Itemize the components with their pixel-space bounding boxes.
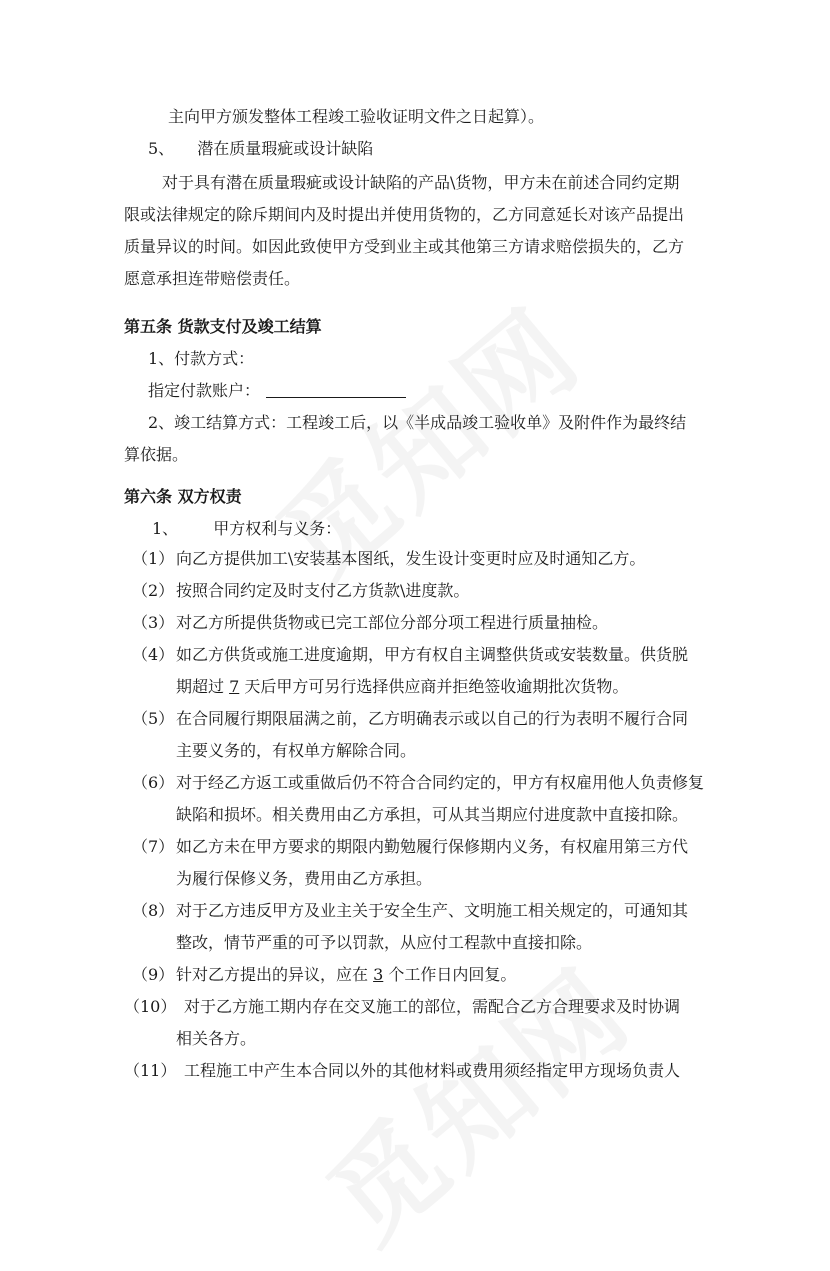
list-item-text: 如乙方未在甲方要求的期限内勤勉履行保修期内义务，有权雇用第三方代 xyxy=(176,837,689,856)
days-value: 7 xyxy=(229,677,240,696)
list-item-number: （2） xyxy=(132,581,175,600)
paragraph-line: 2、竣工结算方式：工程竣工后，以《半成品竣工验收单》及附件作为最终结 xyxy=(148,413,687,432)
list-item-number: （8） xyxy=(132,901,175,920)
sub-number: 1、 xyxy=(152,519,179,538)
paragraph-line: 愿意承担连带赔偿责任。 xyxy=(124,269,301,288)
item-heading xyxy=(148,138,373,160)
account-row xyxy=(148,380,406,402)
payment-method: 1、付款方式： xyxy=(148,349,255,368)
paragraph-line: 算依据。 xyxy=(124,445,189,464)
list-item-text: 向乙方提供加工\安装基本图纸，发生设计变更时应及时通知乙方。 xyxy=(176,549,646,568)
list-item-number: （9） xyxy=(132,965,175,984)
section-heading: 第五条 货款支付及竣工结算 xyxy=(124,317,322,336)
item-title: 潜在质量瑕疵或设计缺陷 xyxy=(197,139,374,158)
list-item-text xyxy=(176,676,628,698)
list-item-text: 对于乙方违反甲方及业主关于安全生产、文明施工相关规定的，可通知其 xyxy=(176,901,689,920)
text-segment: 针对乙方提出的异议，应在 xyxy=(176,965,374,984)
list-item-text: 主要义务的，有权单方解除合同。 xyxy=(176,741,417,760)
list-item-text xyxy=(176,964,516,986)
paragraph-line: 质量异议的时间。如因此致使甲方受到业主或其他第三方请求赔偿损失的，乙方 xyxy=(124,237,685,256)
account-label: 指定付款账户： xyxy=(148,381,261,400)
list-item-number: （7） xyxy=(132,837,175,856)
list-item-number: （5） xyxy=(132,709,175,728)
list-item-text: 对于乙方施工期内存在交叉施工的部位，需配合乙方合理要求及时协调 xyxy=(184,997,681,1016)
text-segment: 天后甲方可另行选择供应商并拒绝签收逾期批次货物。 xyxy=(239,677,629,696)
list-item-number: （4） xyxy=(132,645,175,664)
list-item-number: （11） xyxy=(124,1061,177,1080)
paragraph-line: 对于具有潜在质量瑕疵或设计缺陷的产品\货物，甲方未在前述合同约定期 xyxy=(162,173,680,192)
text-segment: 期超过 xyxy=(176,677,230,696)
list-item-text: 缺陷和损坏。相关费用由乙方承担，可从其当期应付进度款中直接扣除。 xyxy=(176,805,689,824)
text-segment: 个工作日内回复。 xyxy=(383,965,517,984)
list-item-text: 相关各方。 xyxy=(176,1029,257,1048)
list-item-text: 整改，情节严重的可予以罚款，从应付工程款中直接扣除。 xyxy=(176,933,593,952)
sub-heading xyxy=(152,518,341,540)
list-item-number: （10） xyxy=(124,997,177,1016)
list-item-number: （1） xyxy=(132,549,175,568)
list-item-text: 如乙方供货或施工进度逾期，甲方有权自主调整供货或安装数量。供货脱 xyxy=(176,645,689,664)
item-number: 5、 xyxy=(148,139,175,158)
list-item-text: 在合同履行期限届满之前，乙方明确表示或以自己的行为表明不履行合同 xyxy=(176,709,689,728)
paragraph-line: 限或法律规定的除斥期间内及时提出并使用货物的，乙方同意延长对该产品提出 xyxy=(124,205,685,224)
paragraph-line: 主向甲方颁发整体工程竣工验收证明文件之日起算）。 xyxy=(168,107,545,126)
list-item-text: 对于经乙方返工或重做后仍不符合合同约定的，甲方有权雇用他人负责修复 xyxy=(176,773,705,792)
workdays-value: 3 xyxy=(373,965,384,984)
account-blank xyxy=(266,381,406,398)
sub-title: 甲方权利与义务： xyxy=(213,519,342,538)
list-item-text: 工程施工中产生本合同以外的其他材料或费用须经指定甲方现场负责人 xyxy=(184,1061,681,1080)
section-heading: 第六条 双方权责 xyxy=(124,487,242,506)
list-item-text: 按照合同约定及时支付乙方货款\进度款。 xyxy=(176,581,470,600)
list-item-text: 为履行保修义务，费用由乙方承担。 xyxy=(176,869,433,888)
list-item-number: （3） xyxy=(132,613,175,632)
list-item-number: （6） xyxy=(132,773,175,792)
list-item-text: 对乙方所提供货物或已完工部位分部分项工程进行质量抽检。 xyxy=(176,613,609,632)
